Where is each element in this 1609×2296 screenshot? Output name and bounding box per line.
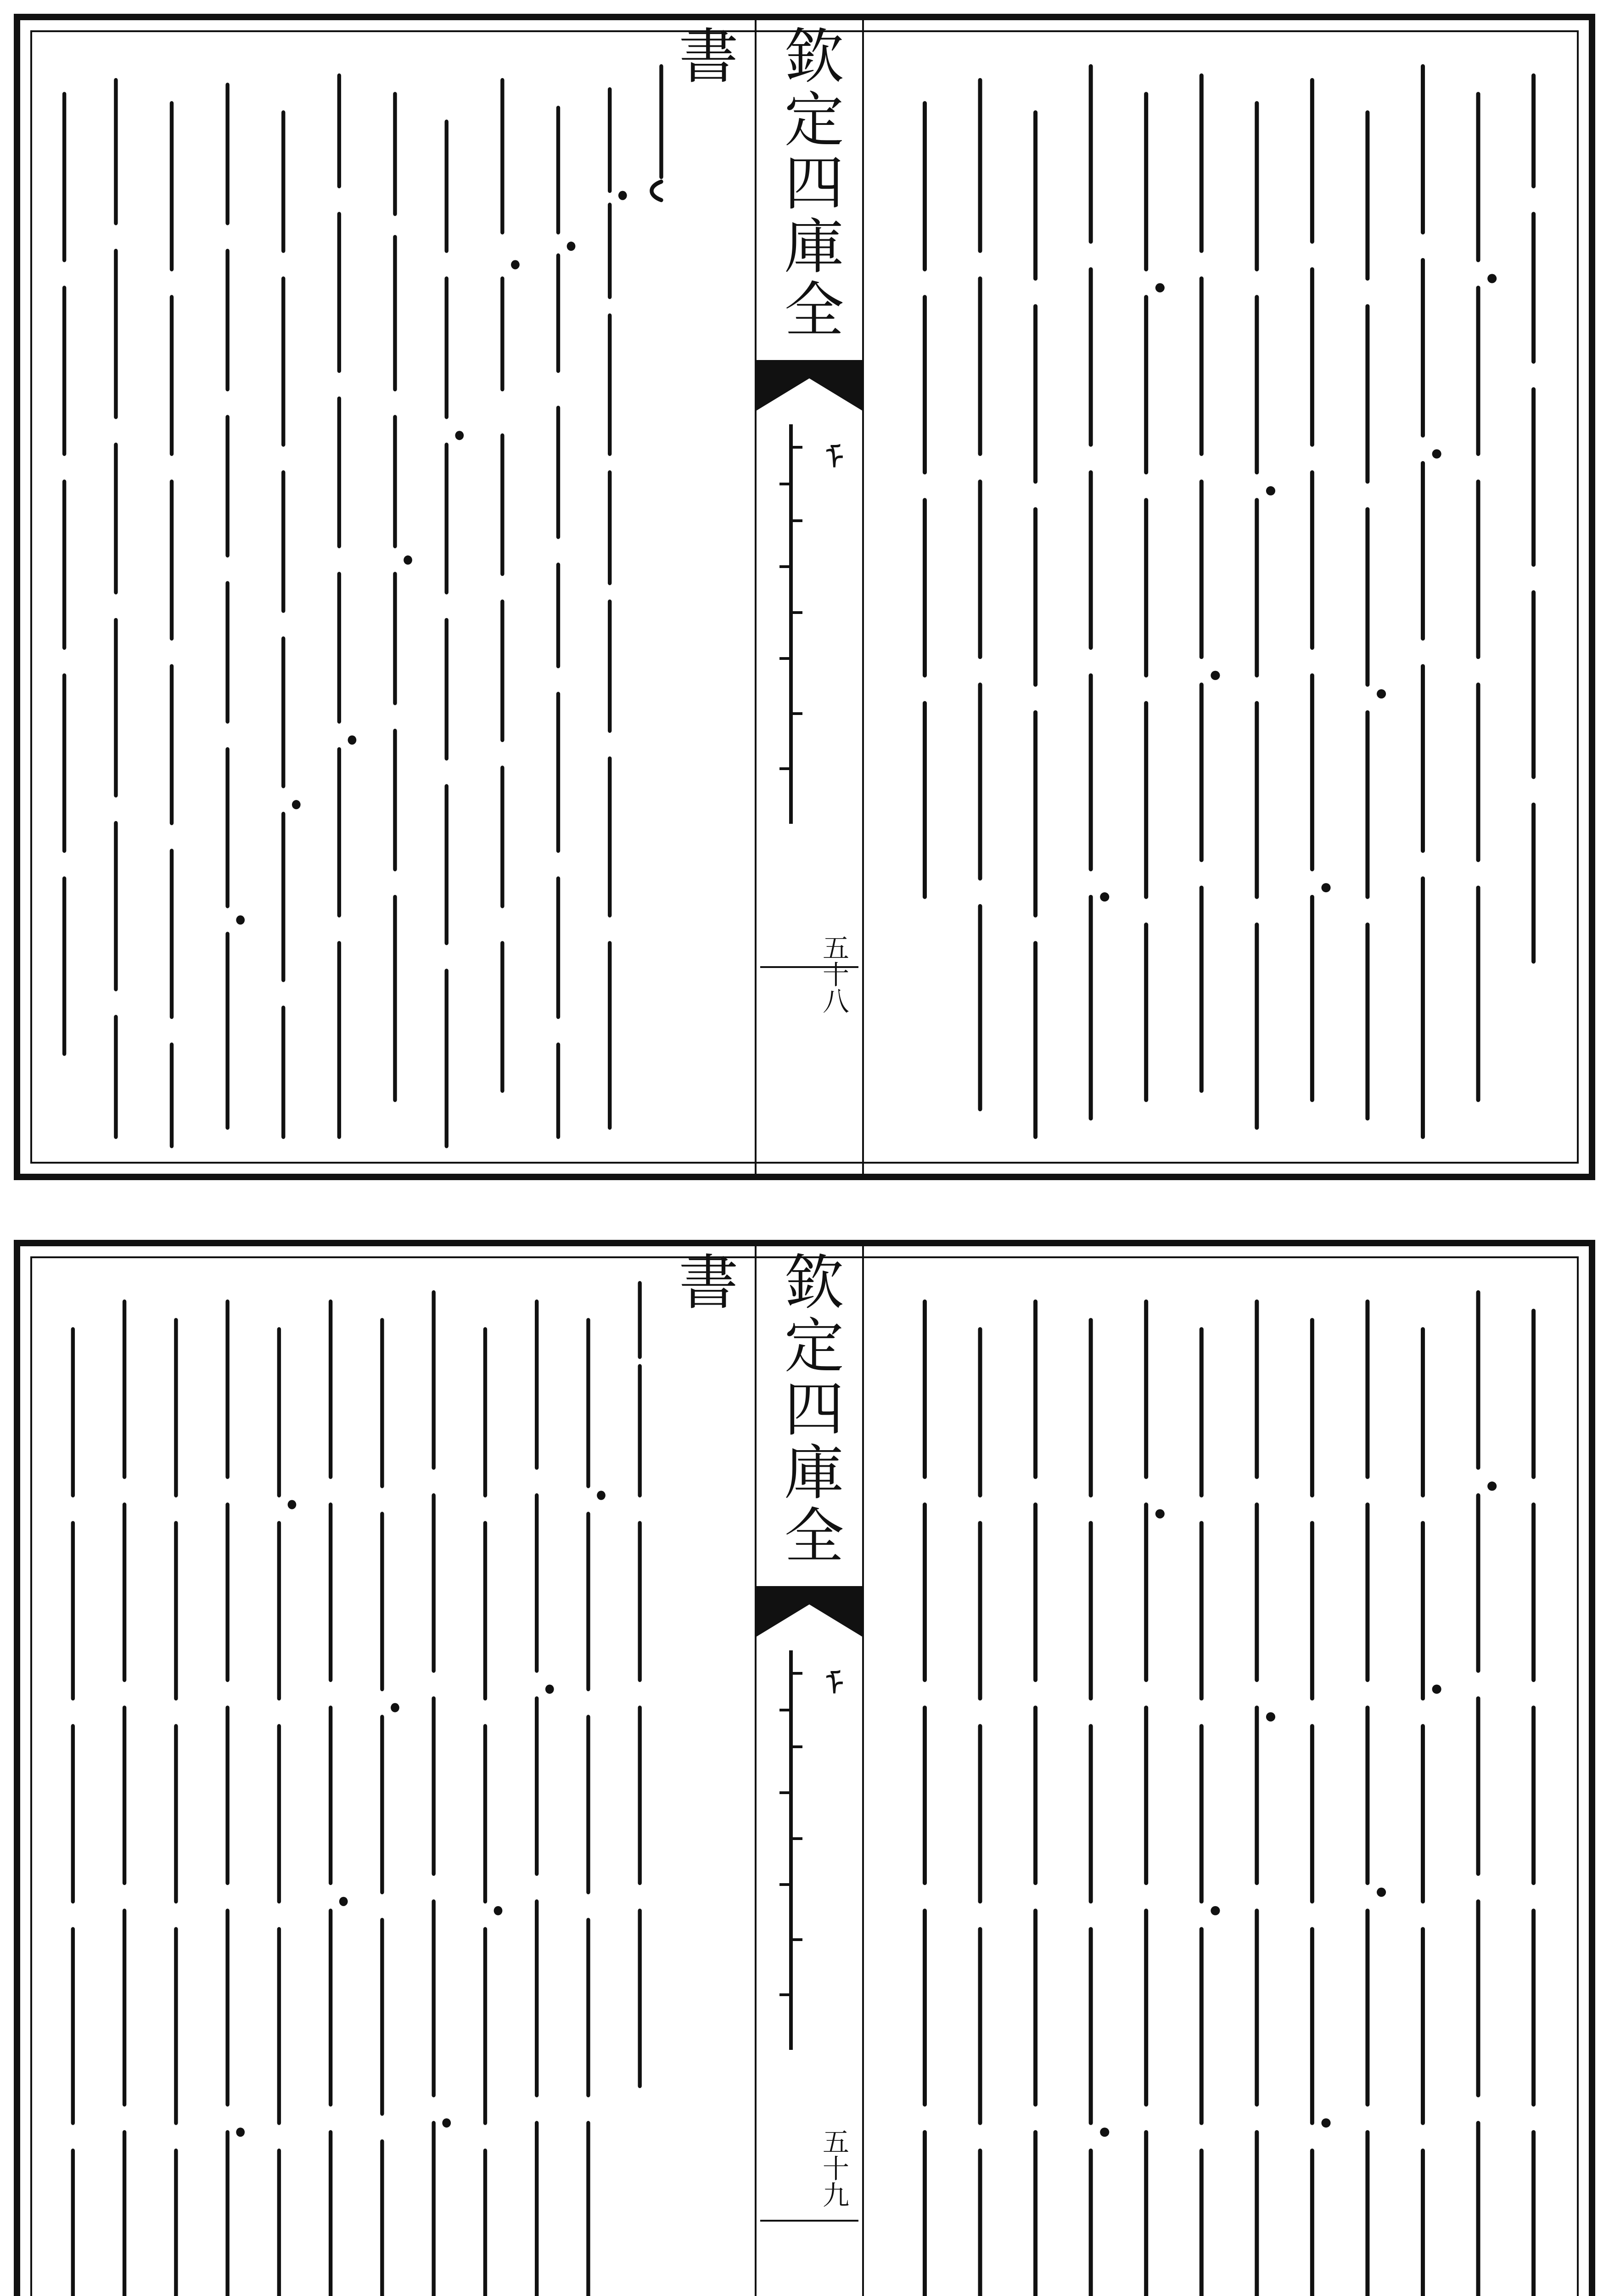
mongolian-script-column-icon bbox=[879, 1265, 1570, 2296]
folio-number: 五十九 bbox=[818, 2128, 849, 2208]
chapter-mark: ᠮ bbox=[824, 440, 845, 478]
book-title: 欽定四庫全書 bbox=[669, 1251, 844, 1568]
divider bbox=[760, 2220, 858, 2222]
right-page-text bbox=[860, 20, 1589, 1174]
center-gutter bbox=[669, 1246, 864, 2296]
chapter-mark: ᠮ bbox=[824, 1666, 845, 1704]
fishtail-ornament-icon bbox=[757, 1586, 862, 1637]
book-spread-bottom bbox=[14, 1240, 1595, 2296]
fishtail-ornament-icon bbox=[757, 360, 862, 411]
book-spread-top bbox=[14, 14, 1595, 1180]
right-page-text bbox=[860, 1246, 1589, 2296]
heading-script-icon bbox=[770, 420, 812, 833]
left-page-text bbox=[20, 1246, 710, 2296]
center-gutter bbox=[669, 20, 864, 1174]
book-title: 欽定四庫全書 bbox=[669, 25, 844, 342]
heading-script-icon bbox=[770, 1646, 812, 2059]
folio-number: 五十八 bbox=[818, 934, 849, 1014]
left-page-text bbox=[20, 20, 710, 1174]
mongolian-script-column-icon bbox=[879, 39, 1570, 1155]
mongolian-script-column-icon bbox=[39, 1265, 691, 2296]
mongolian-script-column-icon bbox=[39, 39, 691, 1155]
